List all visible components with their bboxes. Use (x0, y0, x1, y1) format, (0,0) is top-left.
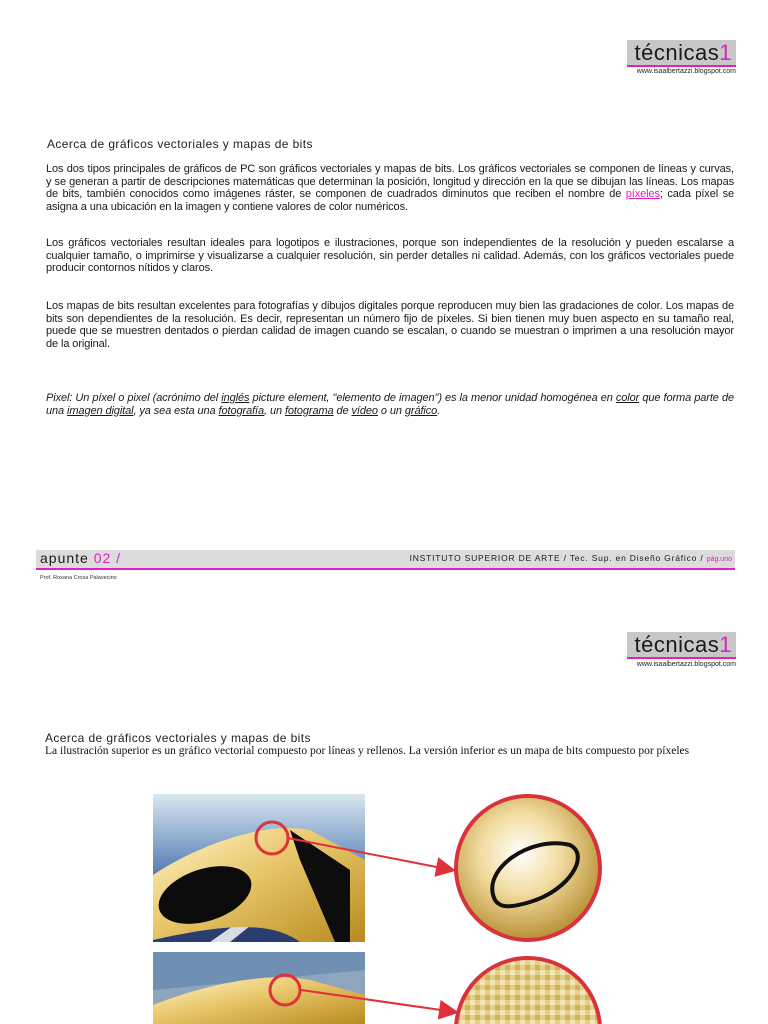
definition-text: de (333, 404, 352, 417)
bitmap-photo (153, 952, 365, 1024)
header-title-number: 1 (719, 40, 732, 65)
header-title-text: técnicas (634, 40, 720, 65)
link-grafico[interactable]: gráfico (404, 404, 438, 417)
page1-section-title: Acerca de gráficos vectoriales y mapas de bits (47, 137, 313, 151)
footer-apunte-number: 02 / (93, 550, 122, 566)
page2-header-url: www.isaalbertazzi.blogspot.com (636, 661, 736, 668)
header-title-text: técnicas (634, 632, 720, 657)
vector-vs-bitmap-illustration (150, 790, 620, 1024)
page1-footer-left (40, 550, 121, 566)
page1-paragraph-2: Los gráficos vectoriales resultan ideales para logotipos e ilustraciones, porque son independientes de la resolución y pueden escalarse a cualquier tamaño, o imprimirse y visualizarse a cualquier resolución, sin perder detalles ni calidad. Además, con los gráficos vectoriales puede producir contornos nítidos y claros. (46, 237, 734, 274)
footer-page-label: pág.uno (706, 556, 732, 563)
page2-subtitle: La ilustración superior es un gráfico vectorial compuesto por líneas y rellenos. La versión inferior es un mapa de bits compuesto por píxeles (45, 745, 690, 757)
page1-header-url: www.isaalbertazzi.blogspot.com (636, 68, 736, 75)
page1-paragraph-1 (46, 163, 734, 213)
pixeles-link[interactable]: píxeles (625, 188, 660, 200)
paragraph-1-text-a: Los dos tipos principales de gráficos de PC son gráficos vectoriales y mapas de bits. Los gráficos vectoriales se componen de líneas y curvas, y se generan a partir de descripciones matemáticas que determinan la posición, longitud y dirección en la que se dibujan las líneas. Los mapas de bits, también conocidos como imágenes ráster, se componen de cuadrados diminutos que reciben el nombre de (46, 163, 734, 200)
link-ingles[interactable]: inglés (221, 392, 250, 404)
definition-text: , ya sea esta una (133, 404, 219, 417)
definition-text: picture element, "elemento de imagen") es la menor unidad homogénea en (249, 392, 616, 404)
page1-header-title (627, 40, 736, 67)
link-video[interactable]: vídeo (351, 404, 378, 417)
page1-footer-prof: Prof. Roxana Crosa Palavecino (40, 575, 117, 581)
bitmap-magnified-circle (456, 958, 600, 1024)
header-title-number: 1 (719, 632, 732, 657)
link-imagen-digital[interactable]: imagen digital (67, 404, 134, 417)
vector-photo (151, 794, 365, 942)
link-fotografia[interactable]: fotografía (218, 404, 265, 417)
definition-text: o un (377, 404, 405, 417)
definition-text: Pixel: Un píxel o pixel (acrónimo del (46, 392, 222, 404)
definition-text: que forma parte de una (46, 392, 734, 417)
link-fotograma[interactable]: fotograma (284, 404, 334, 417)
footer-apunte-label: apunte (40, 550, 89, 566)
link-color[interactable]: color (615, 392, 640, 404)
definition-text: , un (264, 404, 285, 417)
page1-footer-right (380, 553, 732, 563)
paragraph-1-text-b: ; cada píxel se asigna a una ubicación en la imagen y contiene valores de color numéricos. (46, 188, 734, 213)
page1-paragraph-3: Los mapas de bits resultan excelentes para fotografías y dibujos digitales porque reproducen muy bien las gradaciones de color. Los mapas de bits son dependientes de la resolución. Es decir, representan un número fijo de píxeles. Si bien tienen muy buen aspecto en su tamaño real, puede que se muestren dentados o pierdan calidad de imagen cuando se escalan, o cuando se muestran o imprimen a una resolución mayor de la original. (46, 300, 734, 350)
footer-institute-text: INSTITUTO SUPERIOR DE ARTE / Tec. Sup. en Diseño Gráfico / (409, 553, 704, 563)
vector-magnified-circle (456, 796, 600, 940)
page2-section-title: Acerca de gráficos vectoriales y mapas de bits (45, 731, 311, 745)
definition-text: . (437, 404, 441, 417)
page1-pixel-definition (46, 392, 734, 417)
page2-header-title (627, 632, 736, 659)
